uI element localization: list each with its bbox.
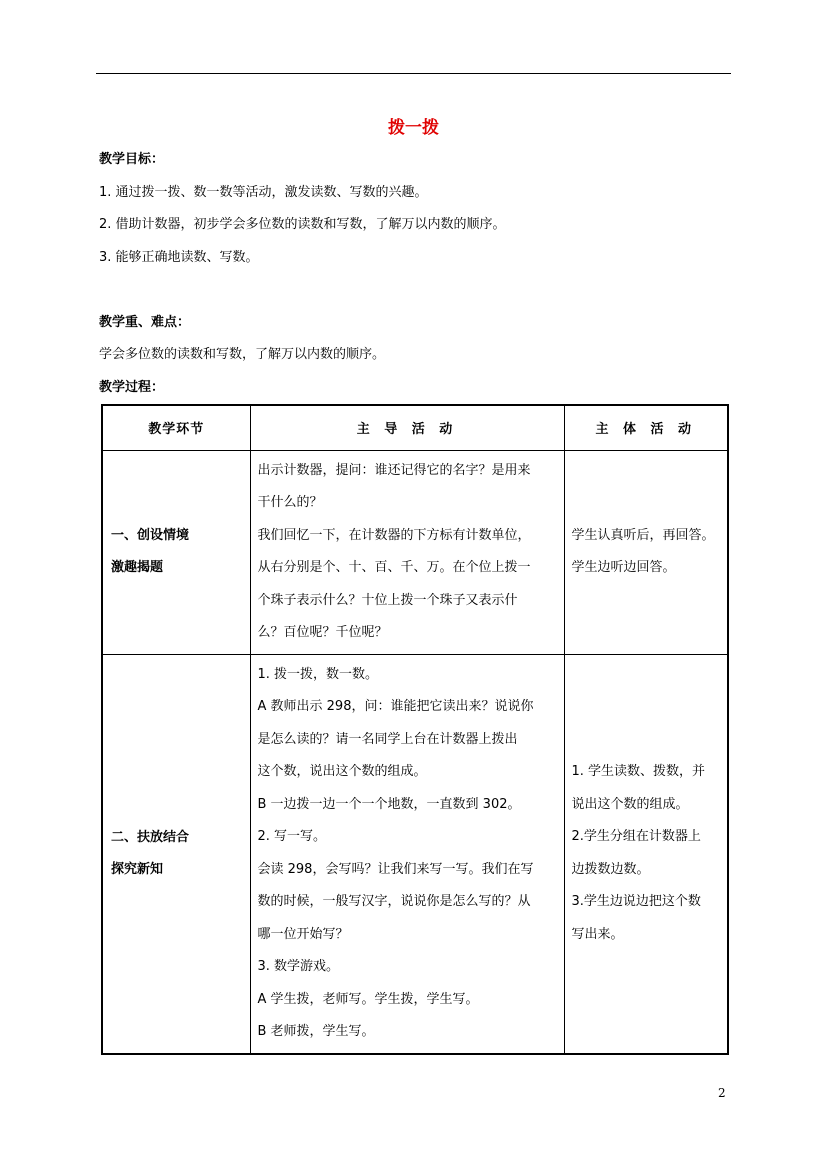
lead-line: 数的时候，一般写汉字，说说你是怎么写的？从 (257, 894, 531, 909)
lead-line: 从右分别是个、十、百、千、万。在个位上拨一 (257, 560, 531, 575)
student-activity-cell (564, 654, 728, 1054)
lead-line: A 学生拨，老师写。学生拨，学生写。 (257, 991, 479, 1007)
lead-line: 会读 298，会写吗？让我们来写一写。我们在写 (257, 861, 534, 877)
student-line: 学生边听边回答。 (571, 560, 676, 575)
table-header-row (102, 405, 728, 450)
section-title: 二、扶放结合 (111, 829, 190, 845)
lead-line: 哪一位开始写？ (257, 926, 349, 942)
section-subtitle: 探究新知 (111, 861, 164, 877)
process-heading: 教学过程： (99, 380, 165, 395)
key-points-text: 学会多位数的读数和写数，了解万以内数的顺序。 (99, 347, 386, 362)
lead-line: 2. 写一写。 (257, 829, 327, 844)
lead-activity-cell (250, 654, 564, 1054)
student-line: 边拨数边数。 (571, 861, 650, 877)
lead-line: 干什么的？ (257, 495, 323, 510)
header-rule (96, 73, 731, 74)
table-row (102, 450, 728, 654)
column-header: 主 导 活 动 (250, 405, 564, 450)
lead-line: 这个数，说出这个数的组成。 (257, 764, 427, 779)
objective-item: 2. 借助计数器，初步学会多位数的读数和写数，了解万以内数的顺序。 (99, 217, 506, 232)
student-line: 写出来。 (571, 926, 624, 942)
lead-line: 1. 拨一拨，数一数。 (257, 666, 379, 682)
section-cell (102, 654, 250, 1054)
lead-line: B 一边拨一边一个一个地数，一直数到 302。 (257, 796, 521, 812)
lesson-title: 拨一拨 (388, 118, 439, 138)
objectives-heading: 教学目标： (99, 152, 165, 167)
lead-line: 是怎么读的？请一名同学上台在计数器上拨出 (257, 731, 518, 747)
lead-line: 我们回忆一下，在计数器的下方标有计数单位， (257, 527, 531, 543)
column-header: 教学环节 (102, 405, 250, 450)
student-line: 2.学生分组在计数器上 (571, 829, 701, 844)
lead-line: A 教师出示 298，问：谁能把它读出来？说说你 (257, 699, 534, 714)
lead-line: 3. 数学游戏。 (257, 959, 340, 974)
student-line: 3.学生边说边把这个数 (571, 894, 701, 909)
page-number: 2 (718, 1086, 726, 1100)
objective-item: 3. 能够正确地读数、写数。 (99, 250, 259, 265)
section-title: 一、创设情境 (111, 528, 190, 543)
student-line: 学生认真听后，再回答。 (571, 527, 715, 543)
student-activity-cell (564, 450, 728, 654)
lead-activity-cell (250, 450, 564, 654)
lead-line: 出示计数器，提问：谁还记得它的名字？是用来 (257, 462, 531, 478)
table-row (102, 654, 728, 1054)
key-points-heading: 教学重、难点： (99, 315, 191, 330)
objective-item: 1. 通过拨一拨、数一数等活动，激发读数、写数的兴趣。 (99, 185, 428, 200)
student-line: 1. 学生读数、拨数，并 (571, 764, 706, 779)
process-table (101, 404, 729, 1055)
student-line: 说出这个数的组成。 (571, 796, 689, 812)
lead-line: 个珠子表示什么？十位上拨一个珠子又表示什 (257, 592, 518, 608)
lead-line: 么？百位呢？千位呢？ (257, 625, 388, 640)
section-subtitle: 激趣揭题 (111, 560, 164, 575)
column-header: 主 体 活 动 (564, 405, 728, 450)
section-cell (102, 450, 250, 654)
lead-line: B 老师拨，学生写。 (257, 1024, 375, 1039)
